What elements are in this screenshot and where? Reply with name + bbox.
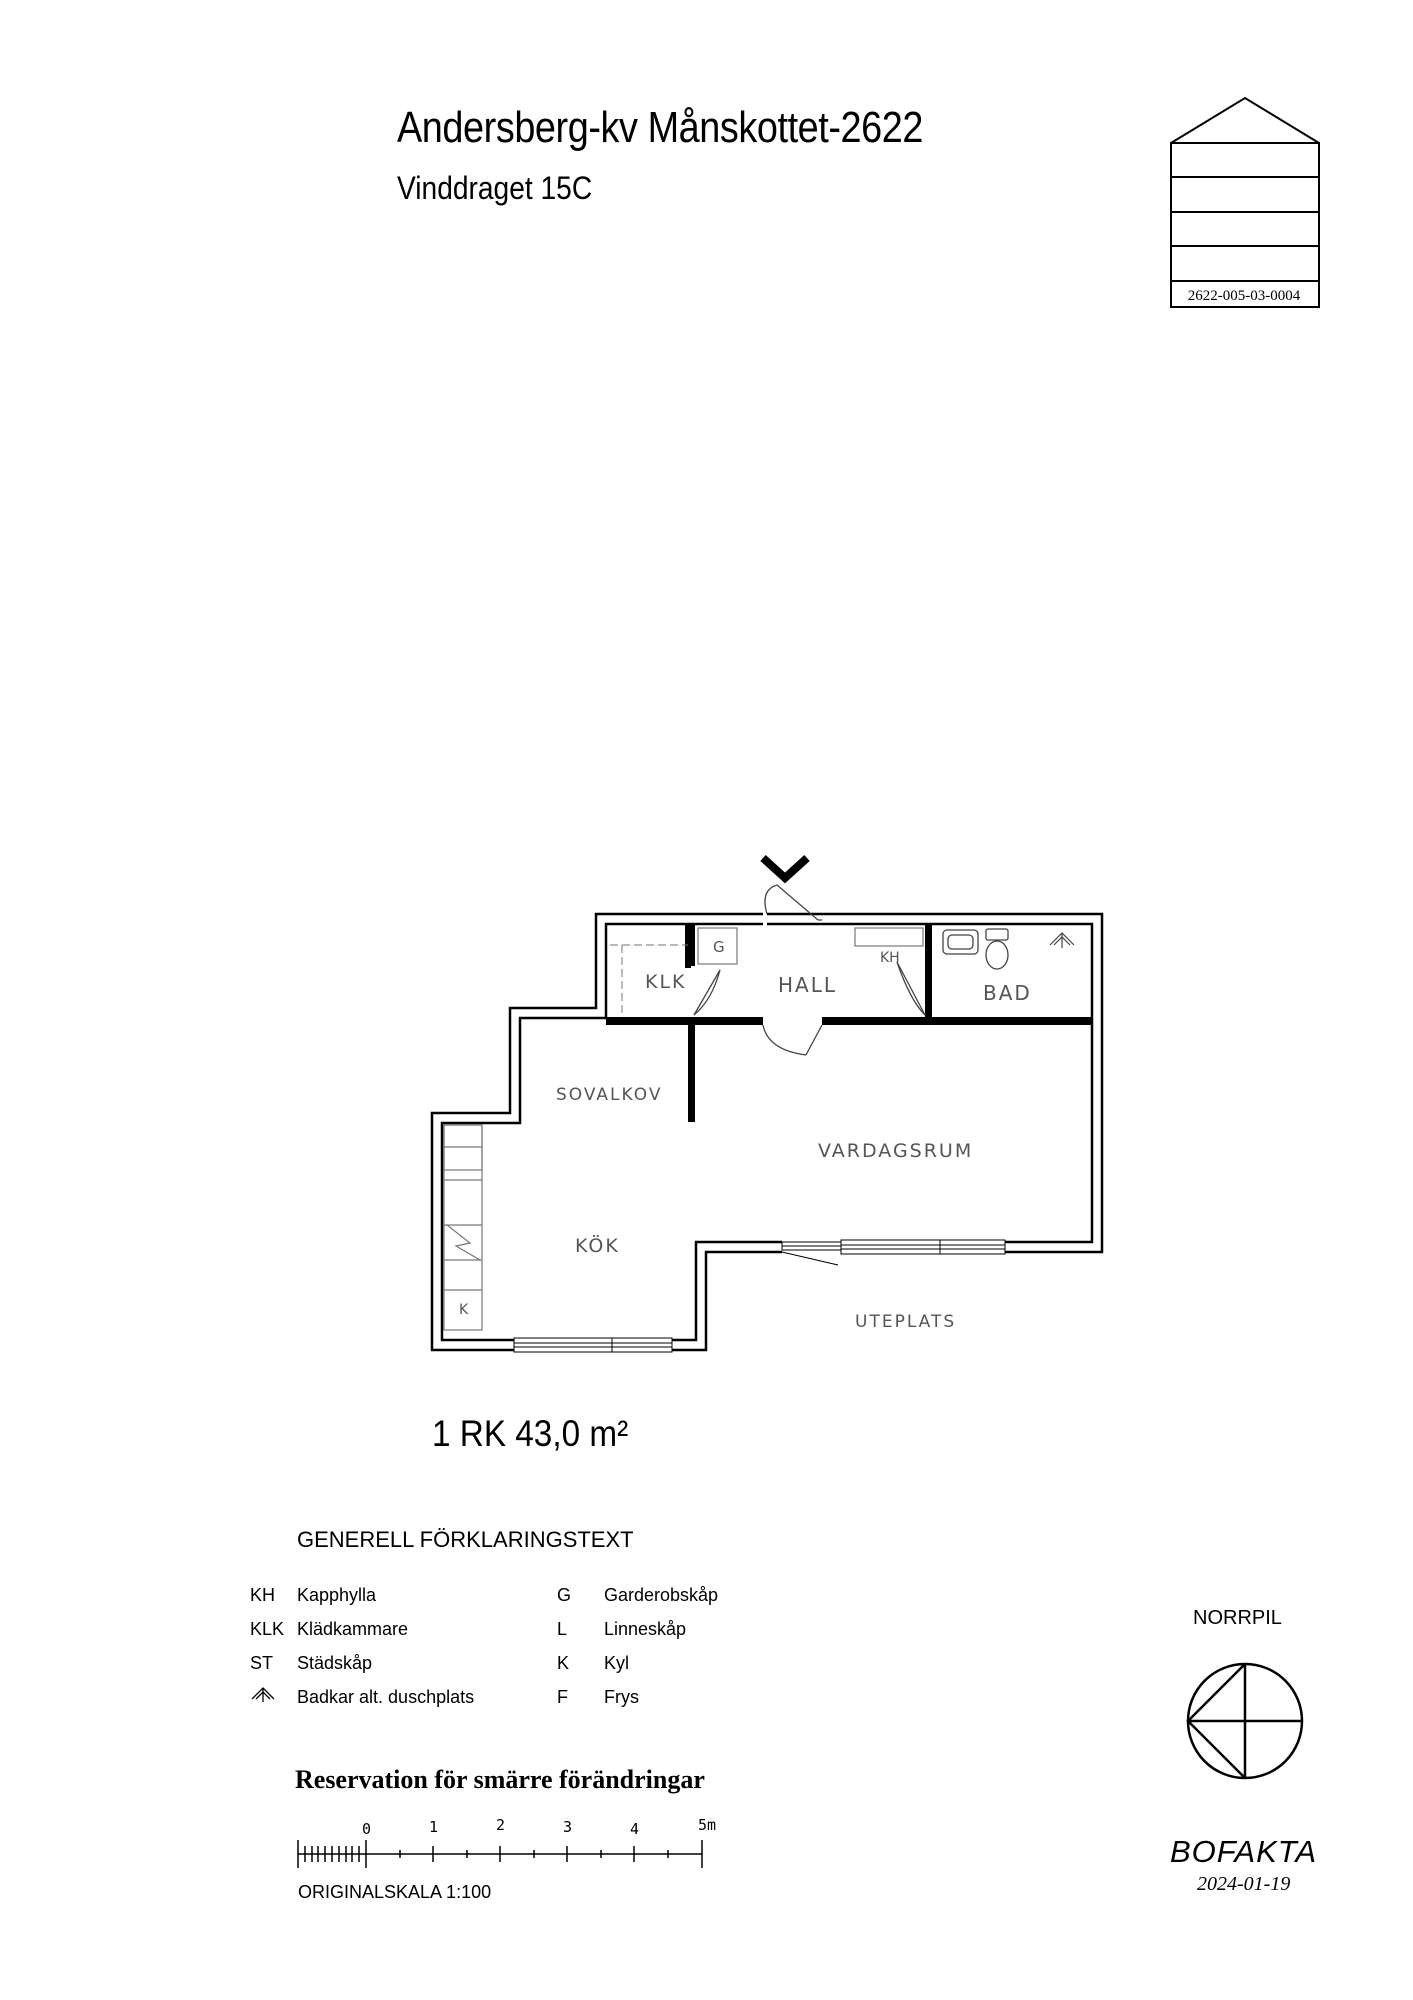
legend-label: Linneskåp	[604, 1619, 687, 1639]
room-label-hall: HALL	[778, 973, 838, 997]
room-label-sovalkov: SOVALKOV	[556, 1085, 663, 1105]
legend-label: Klädkammare	[297, 1619, 409, 1639]
property-reference-code: 2622-005-03-0004	[1187, 288, 1301, 304]
room-label-klk: KLK	[645, 971, 687, 993]
legend-code: ST	[250, 1653, 274, 1673]
legend-code: K	[557, 1653, 570, 1673]
toilet-icon	[986, 929, 1008, 969]
legend-label: Frys	[604, 1687, 639, 1707]
scale-label: ORIGINALSKALA 1:100	[298, 1882, 492, 1902]
legend-code: L	[557, 1619, 568, 1639]
legend-code: KH	[250, 1585, 276, 1605]
shower-icon	[250, 1684, 280, 1706]
doors	[694, 885, 925, 1055]
north-arrow-label: NORRPIL	[1193, 1607, 1282, 1629]
room-label-kh: KH	[880, 950, 900, 966]
window	[514, 1338, 672, 1352]
legend-heading: GENERELL FÖRKLARINGSTEXT	[297, 1527, 634, 1552]
page-subtitle: Vinddraget 15C	[397, 170, 593, 206]
legend-code: F	[557, 1687, 568, 1707]
washbasin-icon	[943, 930, 978, 954]
room-label-g: G	[713, 938, 725, 956]
room-label-bad: BAD	[983, 981, 1032, 1005]
room-label-vardagsrum: VARDAGSRUM	[818, 1140, 974, 1162]
scale-bar	[290, 1812, 730, 1874]
scale-tick-label: 4	[630, 1820, 640, 1838]
legend-label: Städskåp	[297, 1653, 373, 1673]
inner-walls	[606, 924, 1092, 1122]
legend-label: Kyl	[604, 1653, 630, 1673]
legend-label: Badkar alt. duschplats	[297, 1687, 475, 1707]
room-label-kok: KÖK	[575, 1235, 620, 1257]
apartment-area: 1 RK 43,0 m²	[432, 1413, 629, 1454]
shower-icon	[1050, 933, 1074, 948]
scale-tick-label: 2	[496, 1816, 506, 1834]
plan-date: 2024-01-19	[1197, 1873, 1291, 1895]
entrance-arrow-icon	[763, 858, 807, 878]
legend-label: Garderobskåp	[604, 1585, 719, 1605]
north-arrow-icon	[1180, 1656, 1310, 1786]
room-label-uteplats: UTEPLATS	[855, 1312, 957, 1332]
scale-tick-label: 0	[362, 1820, 372, 1838]
legend-code: KLK	[250, 1619, 285, 1639]
hat-shelf	[855, 928, 923, 946]
brand-logo: BOFAKTA	[1170, 1834, 1318, 1869]
outer-walls	[432, 914, 1102, 1350]
scale-tick-label: 5m	[698, 1816, 717, 1834]
legend-label: Kapphylla	[297, 1585, 377, 1605]
page-title: Andersberg-kv Månskottet-2622	[397, 103, 923, 152]
kitchen-counter	[444, 1125, 482, 1330]
reservation-note: Reservation för smärre förändringar	[295, 1765, 705, 1794]
scale-tick-label: 3	[563, 1818, 573, 1836]
balcony-door	[782, 1240, 1005, 1265]
legend-code: G	[557, 1585, 572, 1605]
room-label-k: K	[459, 1302, 469, 1318]
scale-tick-label: 1	[429, 1818, 439, 1836]
